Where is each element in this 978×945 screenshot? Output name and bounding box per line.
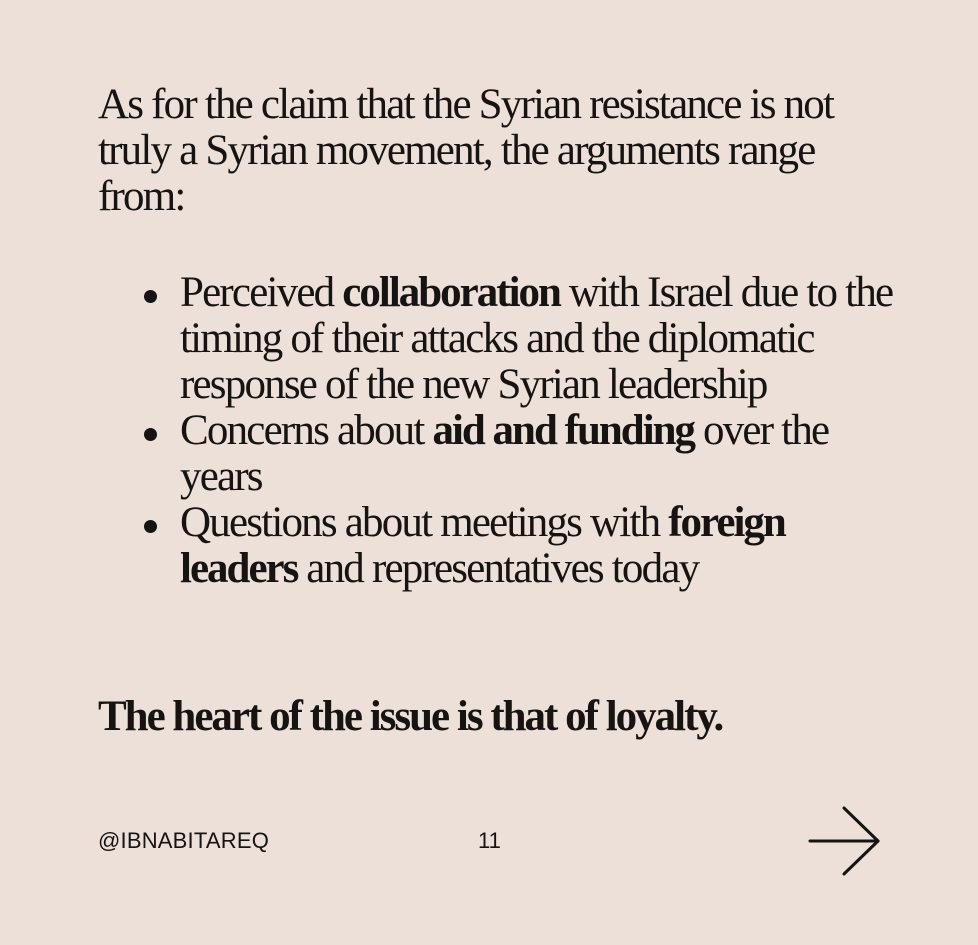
bullet-text: and representatives today [297,545,699,592]
argument-list [180,270,900,592]
arrow-right-icon[interactable] [808,805,882,877]
bullet-emphasis: aid and funding [432,407,695,454]
bullet-text: Questions about meetings with [180,499,669,546]
bullet-emphasis: collaboration [342,269,560,316]
bullet-icon [144,520,157,533]
conclusion-statement: The heart of the issue is that of loyalty. [98,693,723,740]
bullet-text: with Israel due to the timing of their attacks and the diplomatic response of the new Syrian leadership [180,269,893,408]
page-number: 11 [478,828,501,853]
list-item [180,270,900,408]
bullet-icon [144,290,157,303]
list-item [180,408,900,500]
list-item [180,500,900,592]
bullet-text: over the years [180,407,829,500]
bullet-emphasis: foreign leaders [180,499,785,592]
author-handle: @IBNABITAREQ [98,828,270,853]
bullet-text: Perceived [180,269,343,316]
bullet-text: Concerns about [180,407,433,454]
intro-paragraph: As for the claim that the Syrian resistance is not truly a Syrian movement, the arguments range from: [98,81,834,220]
bullet-icon [144,428,157,441]
